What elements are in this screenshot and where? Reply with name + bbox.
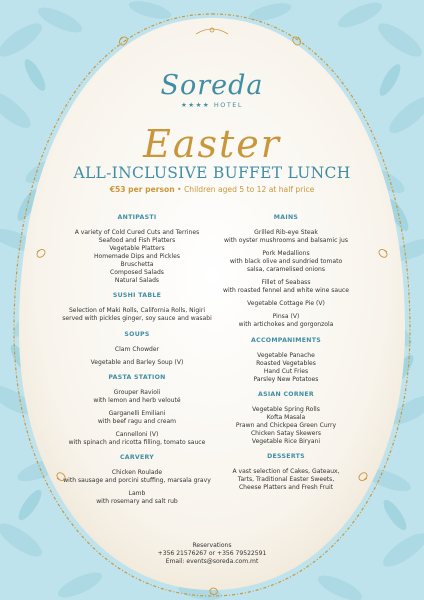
menu-item: with lemon and herb velouté: [93, 396, 181, 404]
hotel-stars-label: ★★★★ HOTEL: [180, 101, 244, 109]
section-title: ASIAN CORNER: [257, 390, 314, 398]
menu-item: Seafood and Fish Platters: [98, 237, 176, 245]
menu-item: Chicken Roulade: [111, 469, 163, 477]
menu-item: Natural Salads: [114, 277, 160, 285]
menu-item: Vegetable Panache: [257, 351, 315, 359]
menu-item: Vegetable Rice Biryani: [251, 437, 321, 445]
menu-item: A vast selection of Cakes, Gateaux,: [232, 468, 340, 476]
menu-item: Hand Cut Fries: [263, 367, 309, 375]
reservations-phones: +356 21576267 or +356 79522591: [157, 550, 267, 557]
menu-item: Pinsa (V): [272, 313, 300, 321]
menu-item: Grilled Rib-eye Steak: [254, 229, 318, 237]
menu-item: salsa, caramelised onions: [247, 266, 325, 274]
menu-item: Selection of Maki Rolls, California Rolls, Nigiri: [68, 307, 206, 315]
section-title: MAINS: [273, 214, 299, 221]
menu-item: with spinach and ricotta filling, tomato sauce: [68, 438, 206, 446]
menu-item: Garganelli Emiliani: [108, 409, 166, 417]
hotel-logo: Soreda: [160, 70, 264, 101]
menu-item: with beef ragu and cream: [97, 417, 177, 425]
reservations-block: [0, 542, 424, 566]
menu-item: with black olive and sundried tomato: [229, 258, 343, 266]
menu-item: Fillet of Seabass: [261, 279, 311, 287]
reservations-label: Reservations: [192, 542, 232, 549]
children-note: Children aged 5 to 12 at half price: [183, 185, 315, 194]
menu-item: A variety of Cold Cured Cuts and Terrines: [74, 229, 200, 237]
script-title: Easter: [143, 122, 281, 166]
section-title: DESSERTS: [267, 453, 305, 461]
menu-item: Clam Chowder: [114, 345, 160, 353]
menu-item: Pork Medallions: [262, 250, 310, 258]
menu-item: Kofta Masala: [266, 413, 306, 421]
menu-item: Chicken Satay Skewers: [250, 429, 322, 437]
section-title: CARVERY: [119, 453, 155, 461]
price: €53 per person: [109, 185, 175, 194]
menu-item: Homemade Dips and Pickles: [93, 253, 181, 261]
menu-item: with oyster mushrooms and balsamic jus: [224, 237, 348, 245]
menu-item: with rosemary and salt rub: [96, 498, 178, 506]
menu-right-column: [190, 214, 382, 499]
page-title: ALL-INCLUSIVE BUFFET LUNCH: [73, 164, 351, 182]
section-title: PASTA STATION: [108, 373, 166, 381]
menu-item: Grouper Ravioli: [113, 388, 161, 396]
menu-item: Prawn and Chickpea Green Curry: [235, 421, 337, 429]
menu-item: Parsley New Potatoes: [253, 375, 319, 383]
section-title: ACCOMPANIMENTS: [251, 336, 321, 344]
section-title: SOUPS: [124, 330, 150, 338]
menu-item: with roasted fennel and white wine sauce: [223, 287, 349, 295]
reservations-email: Email: events@soreda.com.mt: [165, 558, 259, 565]
menu-item: Tarts, Traditional Easter Sweets,: [237, 476, 335, 484]
separator: •: [174, 185, 184, 194]
menu-item: Vegetable Cottage Pie (V): [247, 300, 325, 308]
menu-item: Vegetable and Barley Soup (V): [90, 358, 184, 366]
menu-item: Vegetable Spring Rolls: [252, 405, 320, 413]
menu-item: Composed Salads: [110, 269, 164, 277]
menu-item: Cannelloni (V): [115, 430, 159, 438]
menu-item: Roasted Vegetables: [256, 359, 316, 367]
menu-item: Lamb: [128, 490, 146, 498]
section-title: ANTIPASTI: [117, 214, 157, 221]
section-title: SUSHI TABLE: [112, 292, 162, 300]
menu-item: with sausage and porcini stuffing, marsala gravy: [63, 477, 211, 485]
menu-item: Vegetable Platters: [109, 245, 165, 253]
menu-item: with artichokes and gorgonzola: [238, 321, 334, 329]
menu-item: Cheese Platters and Fresh Fruit: [238, 484, 334, 492]
price-line: [0, 185, 424, 194]
menu-item: served with pickles ginger, soy sauce and wasabi: [62, 315, 212, 323]
menu-item: Bruschetta: [120, 261, 154, 269]
